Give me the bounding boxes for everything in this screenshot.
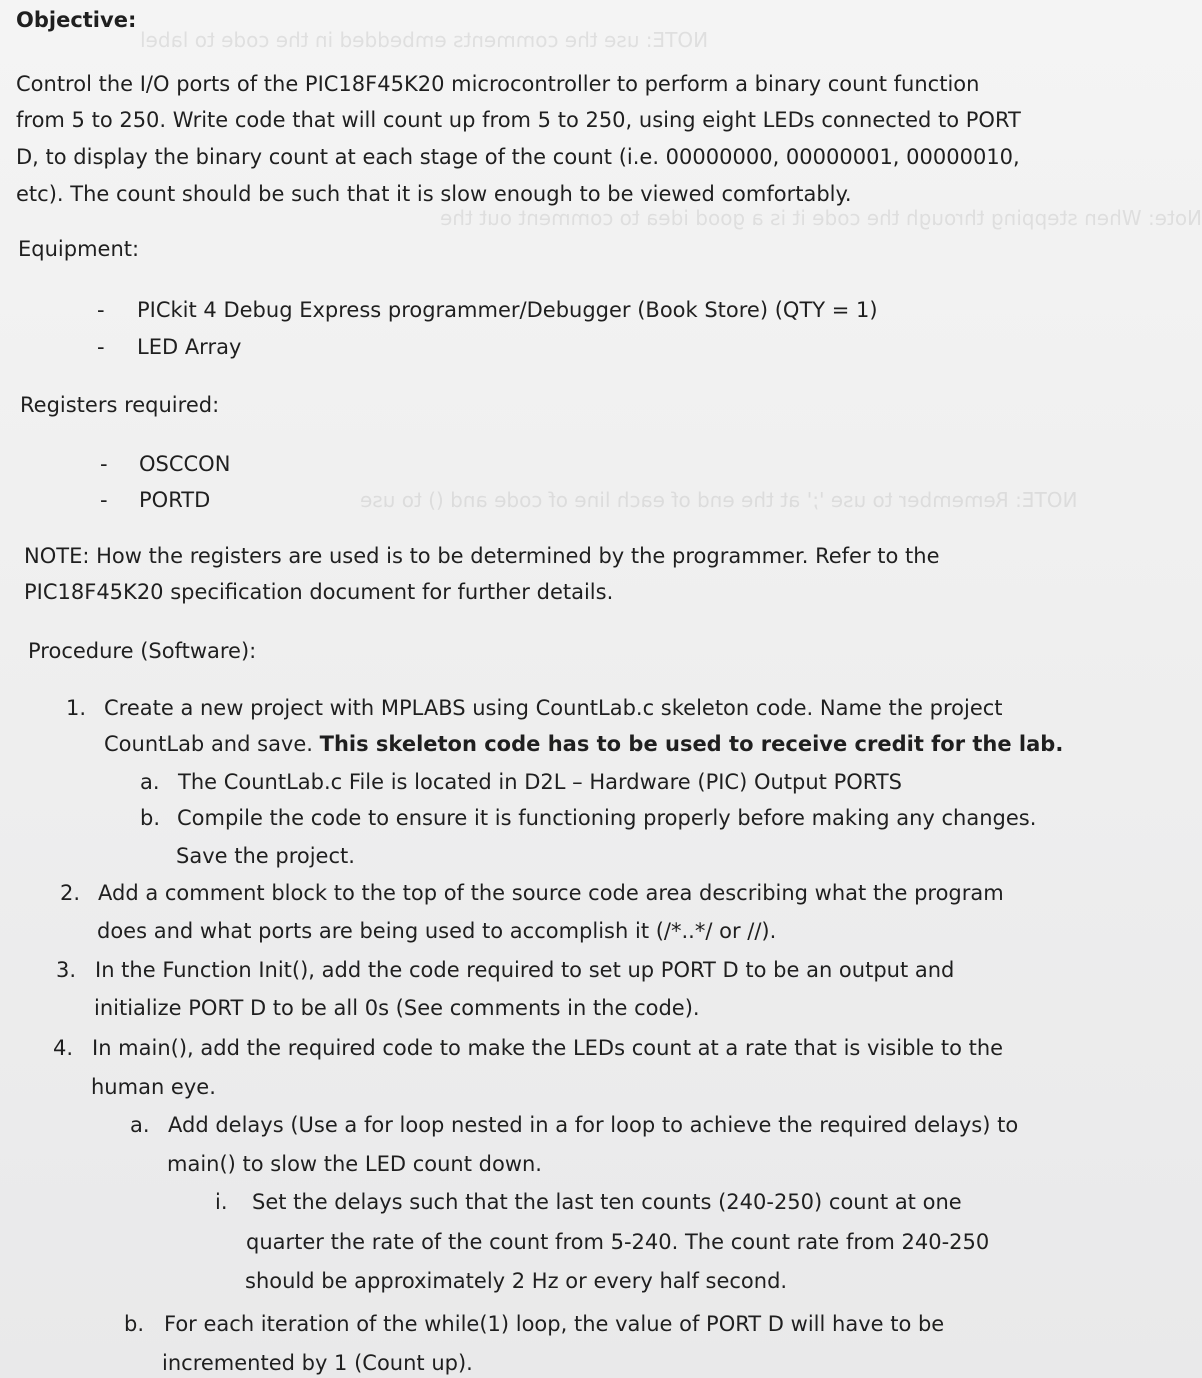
credit-requirement: This skeleton code has to be used to receive credit for the lab. [319,732,1064,756]
equipment-heading: Equipment: [18,237,140,261]
note-line: PIC18F45K20 specification document for further details. [24,580,614,604]
step-4-line: In main(), add the required code to make the LEDs count at a rate that is visible to the [92,1036,1004,1060]
step-1a-line: The CountLab.c File is located in D2L – Hardware (PIC) Output PORTS [178,770,902,794]
step-4ai-line: quarter the rate of the count from 5-240. The count rate from 240-250 [246,1230,990,1254]
step-1b-line: Compile the code to ensure it is functioning properly before making any changes. [177,806,1037,830]
step-number: 1. [66,696,87,720]
step-4ai-line: Set the delays such that the last ten counts (240-250) count at one [252,1190,962,1214]
step-3-line: initialize PORT D to be all 0s (See comments in the code). [94,996,700,1020]
equipment-item: PICkit 4 Debug Express programmer/Debugger (Book Store) (QTY = 1) [137,298,878,322]
step-4ai-line: should be approximately 2 Hz or every half second. [245,1269,788,1293]
step-3-line: In the Function Init(), add the code required to set up PORT D to be an output and [95,958,955,982]
show-through-text: NOTE: Remember to use ';' at the end of each line of code and () to use [360,488,1078,512]
step-1b-line: Save the project. [176,844,355,868]
step-2-line: does and what ports are being used to accomplish it (/*..*/ or //). [97,919,777,943]
step-4b-line: For each iteration of the while(1) loop, the value of PORT D will have to be [164,1312,945,1336]
substep-marker: i. [215,1190,228,1214]
step-2-line: Add a comment block to the top of the source code area describing what the program [98,881,1004,905]
register-item: PORTD [139,488,211,512]
registers-heading: Registers required: [20,393,220,417]
step-4a-line: Add delays (Use a for loop nested in a for loop to achieve the required delays) to [168,1113,1019,1137]
step-1-line [104,730,1063,758]
substep-marker: b. [140,806,161,830]
procedure-heading: Procedure (Software): [28,639,257,663]
step-number: 2. [60,881,81,905]
note-line: NOTE: How the registers are used is to be determined by the programmer. Refer to the [24,544,940,568]
step-1-line: Create a new project with MPLABS using CountLab.c skeleton code. Name the project [104,696,1003,720]
step-4a-line: main() to slow the LED count down. [167,1152,542,1176]
objective-line: D, to display the binary count at each stage of the count (i.e. 00000000, 00000001, 00000010, [16,145,1020,169]
step-number: 3. [56,958,77,982]
step-1-text: CountLab and save. [104,732,320,756]
equipment-item: LED Array [137,335,242,359]
objective-line: etc). The count should be such that it is slow enough to be viewed comfortably. [16,182,852,206]
list-bullet: - [97,335,105,359]
step-4-line: human eye. [91,1075,216,1099]
show-through-text: Note: When stepping through the code it is a good idea to comment out the [440,206,1202,230]
objective-line: Control the I/O ports of the PIC18F45K20 microcontroller to perform a binary count function [16,72,980,96]
list-bullet: - [100,452,108,476]
list-bullet: - [97,298,105,322]
step-4b-line: incremented by 1 (Count up). [162,1351,473,1375]
substep-marker: b. [124,1312,145,1336]
show-through-text: NOTE: use the comments embedded in the code to label [140,28,709,52]
register-item: OSCCON [139,452,231,476]
step-number: 4. [53,1036,74,1060]
substep-marker: a. [130,1113,150,1137]
list-bullet: - [100,488,108,512]
objective-line: from 5 to 250. Write code that will count up from 5 to 250, using eight LEDs connected to PORT [16,108,1021,132]
substep-marker: a. [140,770,160,794]
objective-heading: Objective: [16,8,137,32]
